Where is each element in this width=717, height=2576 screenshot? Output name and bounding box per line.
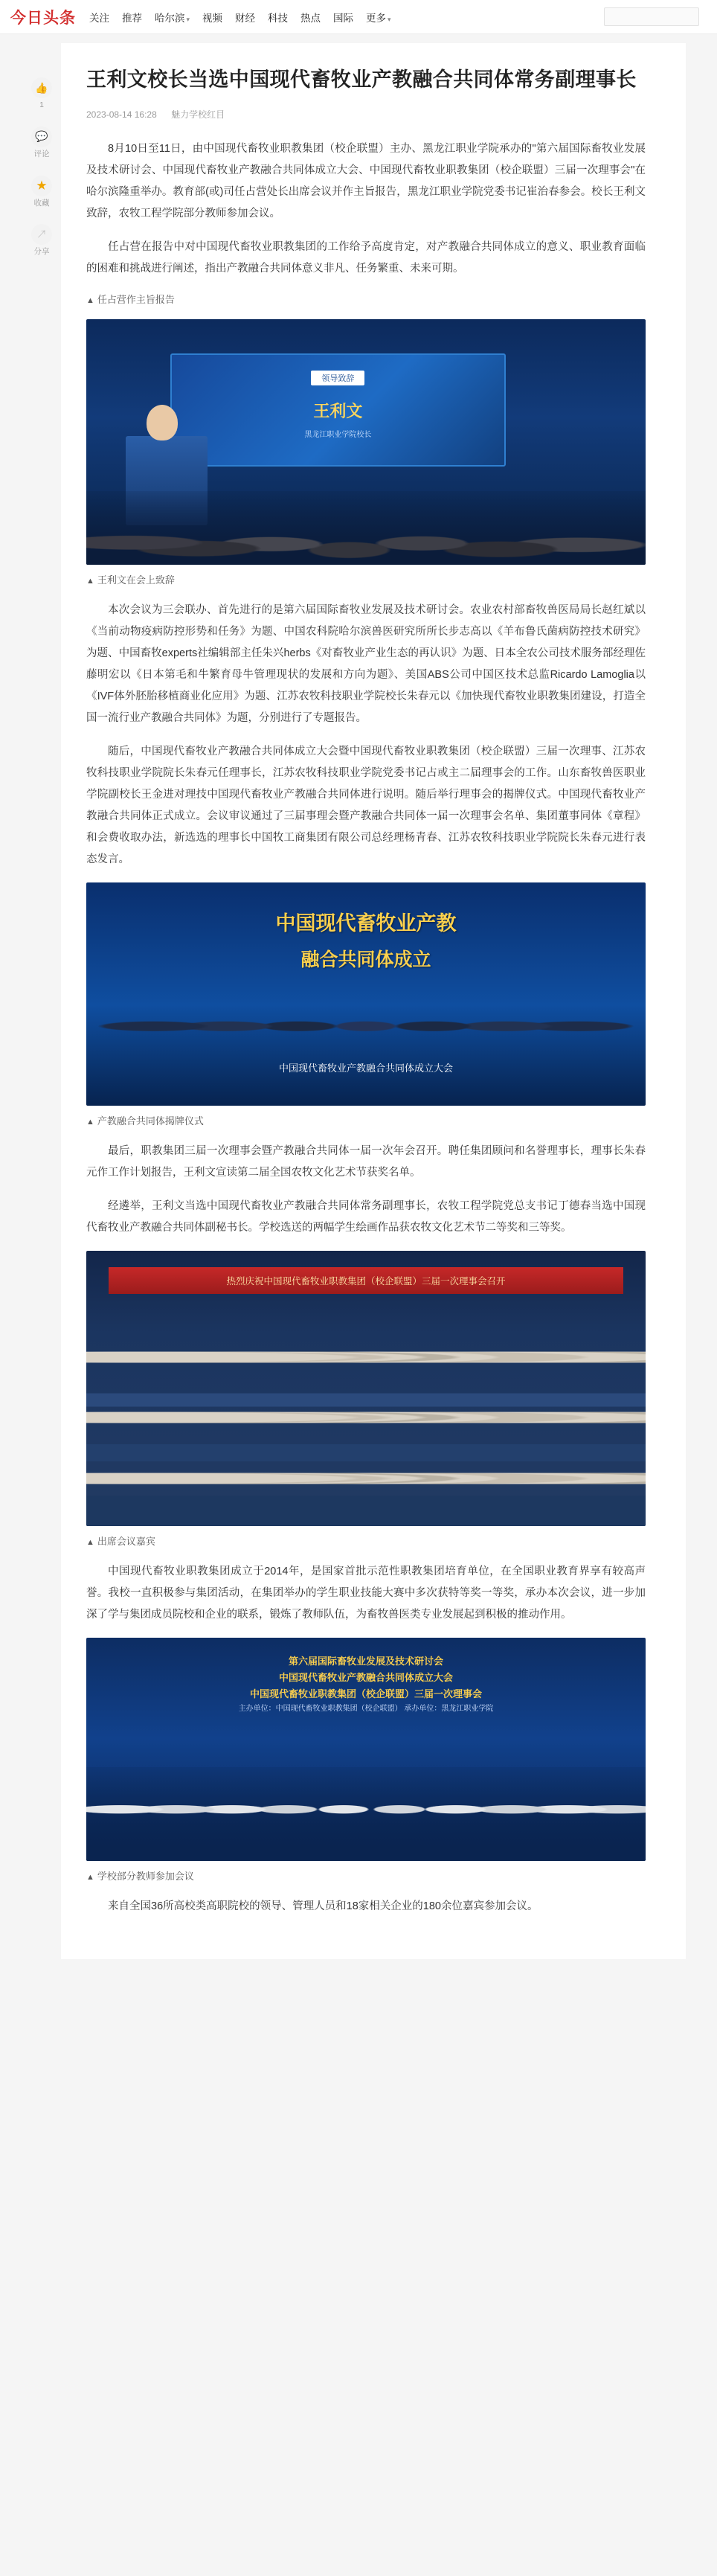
paragraph: 随后，中国现代畜牧业产教融合共同体成立大会暨中国现代畜牧业职教集团（校企联盟）三届一次理事、江苏农牧科技职业学院院长朱春元任理事长，江苏农牧科技职业学院党委书记占或主二届理事会的工作。山东畜牧兽医职业学院副校长王金进对理技中国现代畜牧业产教融合共同体进行说明。随后举行理事会的揭牌仪式。中国现代畜牧业产教融合共同体正式成立。会议审议通过了三届事理会暨产教融合共同体一届一次理事会名单、集团董事同体《章程》和会费收取办法，新选选的理事长中国牧工商集团有限公司总经理杨青春、江苏农牧科技职业学院院长朱春元进行表态发言。 <box>86 746 646 866</box>
paragraph: 任占营在报告中对中国现代畜牧业职教集团的工作给予高度肯定，对产教融合共同体成立的意义、职业教育面临的困难和挑战进行阐述，指出产教融合共同体意义非凡、任务繁重、未来可期。 <box>86 241 646 275</box>
triangle-icon: ▲ <box>86 1118 94 1127</box>
nav-item-label: 推荐 <box>122 12 142 24</box>
page-title: 王利文校长当选中国现代畜牧业产教融合共同体常务副理事长 <box>86 68 637 91</box>
nav-item-label: 热点 <box>300 12 321 24</box>
figure-caption-text: 任占营作主旨报告 <box>97 294 175 306</box>
hall-seat-row <box>86 1466 646 1491</box>
search-input[interactable] <box>604 7 699 26</box>
comment-icon: 💬 <box>31 126 52 147</box>
nav-item-tech[interactable] <box>268 10 288 25</box>
audience <box>86 491 646 565</box>
paragraph: 中国现代畜牧业职教集团成立于2014年，是国家首批示范性职教集团培育单位，在全国职业教育界享有较高声誉。我校一直积极参与集团活动，在集团举办的学生职业技能大赛中多次获特等奖一等奖，承办本次会议，进一步加深了学与集团成员院校和企业的联系，锻炼了教师队伍，为畜牧兽医类专业发展起到积极的推动作用。 <box>86 1566 646 1621</box>
page-body <box>0 34 717 1959</box>
figure-caption <box>86 572 646 586</box>
favorite-label: 收藏 <box>33 198 50 208</box>
figure-caption <box>86 1534 646 1548</box>
paragraph: 经遴举，王利文当选中国现代畜牧业产教融合共同体常务副理事长，农牧工程学院党总支书记丁德春当选中国现代畜牧业产教融合共同体副秘书长。学校选送的两幅学生绘画作品获农牧文化艺术节二等奖和三等奖。 <box>86 1200 646 1234</box>
nav-item-label: 科技 <box>268 12 289 24</box>
nav-item-recommend[interactable] <box>122 10 142 25</box>
share-label: 分享 <box>33 247 50 257</box>
article-container <box>61 43 686 1959</box>
ceremony-banner-line3: 中国现代畜牧业产教融合共同体成立大会 <box>278 1063 454 1074</box>
paragraph: 最后，职教集团三届一次理事会暨产教融合共同体一届一次年会召开。聘任集团顾问和名誉理事长，理事长朱春元作工作计划报告，王利文宣读第二届全国农牧文化艺术节获奖名单。 <box>86 1145 646 1179</box>
backdrop-line2: 中国现代畜牧业产教融合共同体成立大会 <box>278 1672 453 1684</box>
site-logo[interactable]: 今日头条 <box>10 9 76 27</box>
figure-caption <box>86 1868 646 1883</box>
ceremony-banner-line1: 中国现代畜牧业产教 <box>275 912 457 935</box>
nav-item-label: 财经 <box>235 12 256 24</box>
figure-hall <box>86 1251 646 1526</box>
nav-item-label: 国际 <box>333 12 354 24</box>
nav-item-follow[interactable] <box>89 10 109 25</box>
thumbs-up-icon: 👍 <box>31 77 52 98</box>
figure-stage <box>86 319 646 565</box>
hall-seat-row <box>86 1405 646 1430</box>
hall-red-banner: 热烈庆祝中国现代畜牧业职教集团（校企联盟）三届一次理事会召开 <box>109 1267 623 1294</box>
top-navigation-bar <box>0 0 717 34</box>
chevron-down-icon: ▾ <box>388 15 391 23</box>
ceremony-participants <box>86 981 646 1057</box>
hall-tables <box>86 1356 646 1526</box>
right-gutter <box>686 43 695 1959</box>
nav-item-finance[interactable] <box>235 10 255 25</box>
like-button[interactable] <box>31 77 52 112</box>
nav-item-more[interactable] <box>366 10 391 25</box>
group-photo-people <box>86 1767 646 1861</box>
stage-screen-heading: 领导致辞 <box>311 371 364 385</box>
share-icon: ↗ <box>31 224 52 245</box>
triangle-icon: ▲ <box>86 296 94 306</box>
article-meta <box>86 108 646 121</box>
triangle-icon: ▲ <box>86 577 94 586</box>
comment-label: 评论 <box>33 149 50 158</box>
nav-item-label: 更多 <box>366 12 387 24</box>
chevron-down-icon: ▾ <box>186 15 190 23</box>
like-count: 1 <box>39 100 44 109</box>
figure-caption <box>86 292 646 306</box>
triangle-icon: ▲ <box>86 1873 94 1883</box>
share-button[interactable] <box>31 224 52 258</box>
nav-item-label: 哈尔滨 <box>155 12 185 24</box>
article-action-rail <box>22 43 61 1959</box>
favorite-button[interactable] <box>31 176 52 210</box>
backdrop-line4: 主办单位：中国现代畜牧业职教集团（校企联盟） 承办单位：黑龙江职业学院 <box>238 1705 494 1714</box>
ceremony-banner-line2: 融合共同体成立 <box>300 949 431 971</box>
article-image-group-photo <box>86 1638 646 1861</box>
paragraph: 8月10日至11日，由中国现代畜牧业职教集团（校企联盟）主办、黑龙江职业学院承办的"第六届国际畜牧业发展及技术研讨会、中国现代畜牧业产教融合共同体成立大会、中国现代畜牧业职教集团（校企联盟）三届一次理事会"在哈尔滨隆重举办。教育部(或)司任占营处长出席会议并作主旨报告，黑龙江职业学院党委书记崔治春参会。校长王利文致辞，农牧工程学院部分教师参加会议。 <box>86 143 646 220</box>
star-icon: ★ <box>31 176 52 196</box>
article-image-hall <box>86 1251 646 1526</box>
figure-caption-text: 产教融合共同体揭牌仪式 <box>97 1115 204 1127</box>
backdrop-line3: 中国现代畜牧业职教集团（校企联盟）三届一次理事会 <box>249 1688 482 1700</box>
paragraph: 本次会议为三会联办、首先进行的是第六届国际畜牧业发展及技术研讨会。农业农村部畜牧兽医局局长赵红斌以《当前动物疫病防控形势和任务》为题、中国农科院哈尔滨兽医研究所所长步志高以《羊布鲁氏菌病防控技术研究》为题、中国畜牧experts社编辑部主任朱兴herbs《对畜牧业产业生态的再认识》为题、日本全农公司技术服务部经理佐藤明宏以《日本第毛和牛繁育母牛管理现状的发展和方向为题》、美国ABS公司中国区技术总监Ricardo Lamoglia以《IVF体外胚胎移植商业化应用》为题、江苏农牧科技职业学院校长朱春元以《加快现代畜牧业职教集团建设，打造全国一流行业产教融合共同体》为题，分别进行了专题报告。 <box>86 604 646 725</box>
figure-caption-text: 出席会议嘉宾 <box>97 1536 155 1548</box>
nav-item-label: 视频 <box>202 12 223 24</box>
nav-item-harbin[interactable] <box>155 10 190 25</box>
figure-group-photo <box>86 1638 646 1861</box>
figure-caption-text: 王利文在会上致辞 <box>97 574 175 586</box>
nav-item-hot[interactable] <box>300 10 321 25</box>
article-image-stage <box>86 319 646 565</box>
backdrop-line1: 第六届国际畜牧业发展及技术研讨会 <box>288 1656 443 1667</box>
stage-screen-speaker-name: 王利文 <box>313 402 363 421</box>
stage-screen-speaker-title: 黑龙江职业学院校长 <box>304 430 372 439</box>
nav-item-international[interactable] <box>333 10 353 25</box>
figure-caption-text: 学校部分教师参加会议 <box>97 1871 194 1883</box>
paragraph: 来自全国36所高校类高职院校的领导、管理人员和18家相关企业的180余位嘉宾参加会议。 <box>108 1900 538 1913</box>
nav-item-label: 关注 <box>89 12 109 24</box>
figure-ceremony <box>86 882 646 1106</box>
nav-links <box>89 10 391 25</box>
article-source: 魅力学校红目 <box>171 109 225 121</box>
stage-screen <box>170 353 506 467</box>
article-image-ceremony <box>86 882 646 1106</box>
comment-button[interactable] <box>31 126 52 161</box>
publish-date: 2023-08-14 16:28 <box>86 109 157 121</box>
group-photo-backdrop-text <box>239 1653 494 1715</box>
nav-item-video[interactable] <box>202 10 222 25</box>
figure-caption <box>86 1113 646 1127</box>
triangle-icon: ▲ <box>86 1538 94 1548</box>
hall-seat-row <box>86 1345 646 1370</box>
